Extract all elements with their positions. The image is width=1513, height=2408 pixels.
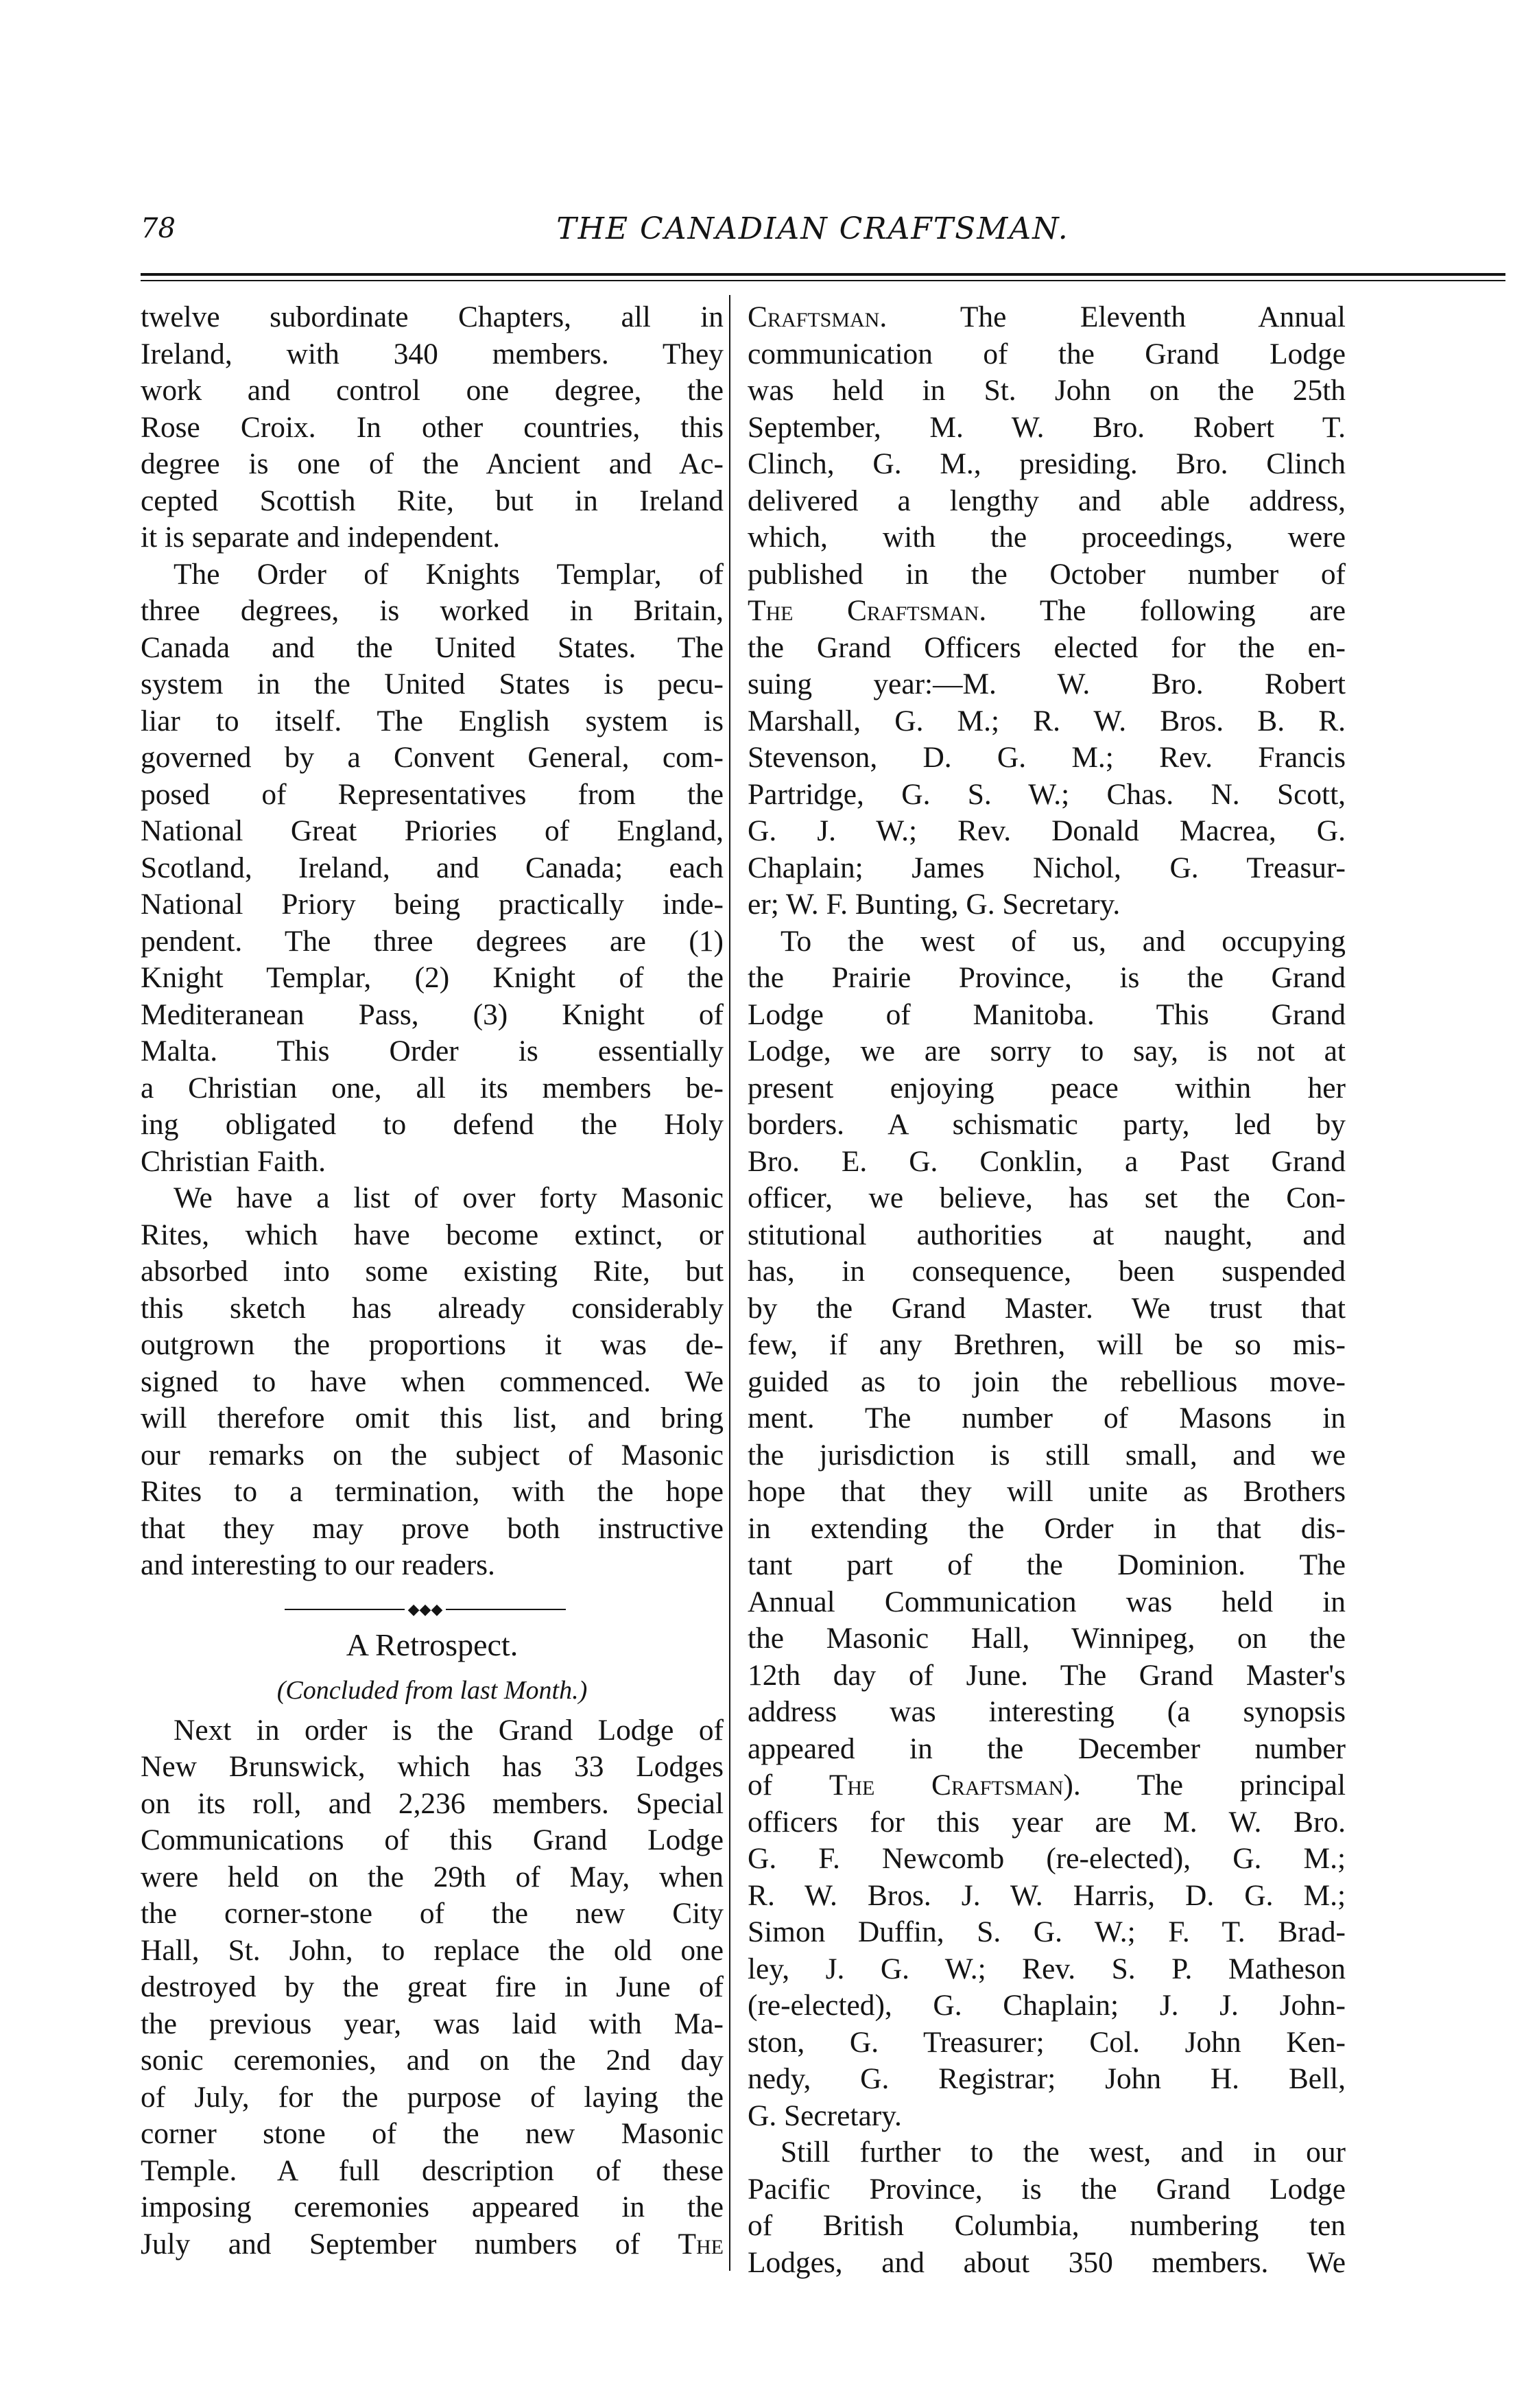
text-line: Lodge of Manitoba. This Grand	[748, 998, 1346, 1031]
text-line: (re-elected), G. Chaplain; J. J. John-	[748, 1989, 1346, 2022]
text-line: the Grand Officers elected for the en-	[748, 630, 1346, 664]
text-line: Chaplain; James Nichol, G. Treasur-	[748, 851, 1346, 884]
divider-ornament: ◆◆◆	[405, 1599, 446, 1620]
text-line: ley, J. G. W.; Rev. S. P. Matheson	[748, 1952, 1346, 1985]
text-line: published in the October number of	[748, 557, 1346, 591]
text-line: work and control one degree, the	[141, 374, 724, 407]
text-line: Annual Communication was held in	[748, 1585, 1346, 1618]
text-line: G. F. Newcomb (re-elected), G. M.;	[748, 1842, 1346, 1875]
paragraph	[141, 1180, 724, 1584]
paragraph	[141, 1712, 724, 2263]
text-line: September, M. W. Bro. Robert T.	[748, 410, 1346, 444]
text-line: liar to itself. The English system is	[141, 704, 724, 737]
text-line: Still further to the west, and in our	[781, 2136, 1346, 2169]
text-line: has, in consequence, been suspended	[748, 1255, 1346, 1288]
text-line: guided as to join the rebellious move-	[748, 1365, 1346, 1398]
text-line: Knight Templar, (2) Knight of the	[141, 961, 724, 994]
text-line: Bro. E. G. Conklin, a Past Grand	[748, 1144, 1346, 1178]
running-title: THE CANADIAN CRAFTSMAN.	[556, 211, 1069, 246]
text-line: nedy, G. Registrar; John H. Bell,	[748, 2062, 1346, 2095]
text-line: of British Columbia, numbering ten	[748, 2209, 1346, 2242]
text-line: absorbed into some existing Rite, but	[141, 1255, 724, 1288]
text-line: Marshall, G. M.; R. W. Bros. B. R.	[748, 704, 1346, 737]
text-line: Simon Duffin, S. G. W.; F. T. Brad-	[748, 1915, 1346, 1948]
text-line: Scotland, Ireland, and Canada; each	[141, 851, 724, 884]
text-line: Next in order is the Grand Lodge of	[174, 1713, 724, 1747]
text-line: borders. A schismatic party, led by	[748, 1108, 1346, 1141]
text-line: New Brunswick, which has 33 Lodges	[141, 1750, 724, 1783]
right-column	[748, 299, 1346, 2281]
text-line: R. W. Bros. J. W. Harris, D. G. M.;	[748, 1878, 1346, 1912]
text-line: address was interesting (a synopsis	[748, 1695, 1346, 1728]
text-line: three degrees, is worked in Britain,	[141, 594, 724, 627]
text-line: ment. The number of Masons in	[748, 1402, 1346, 1435]
text-line: Rose Croix. In other countries, this	[141, 410, 724, 444]
text-line: imposing ceremonies appeared in the	[141, 2191, 724, 2223]
text-line: National Priory being practically inde-	[141, 888, 724, 921]
text-line: by the Grand Master. We trust that	[748, 1291, 1346, 1325]
text-line: hope that they will unite as Brothers	[748, 1475, 1346, 1508]
text-line: the Masonic Hall, Winnipeg, on the	[748, 1622, 1346, 1655]
section-note: (Concluded from last Month.)	[276, 1676, 588, 1705]
page-header	[141, 206, 1505, 268]
text-line: Partridge, G. S. W.; Chas. N. Scott,	[748, 777, 1346, 811]
header-rule	[141, 273, 1505, 281]
text-line: G. Secretary.	[748, 2099, 902, 2132]
text-line: Christian Faith.	[141, 1144, 326, 1178]
text-line: twelve subordinate Chapters, all in	[141, 300, 724, 333]
text-line: were held on the 29th of May, when	[141, 1860, 724, 1893]
text-line: Ireland, with 340 members. They	[141, 337, 724, 370]
text-line: tant part of the Dominion. The	[748, 1548, 1346, 1581]
text-line: National Great Priories of England,	[141, 814, 724, 847]
column-rule	[729, 295, 730, 2271]
text-line: the corner-stone of the new City	[141, 1897, 724, 1930]
text-line: this sketch has already considerably	[141, 1291, 724, 1325]
text-line: suing year:—M. W. Bro. Robert	[748, 668, 1346, 700]
text-line: We have a list of over forty Masonic	[174, 1181, 724, 1214]
text-line: and interesting to our readers.	[141, 1548, 495, 1581]
text-line: on its roll, and 2,236 members. Special	[141, 1786, 724, 1820]
text-line: it is separate and independent.	[141, 521, 501, 554]
text-line: ing obligated to defend the Holy	[141, 1108, 724, 1141]
text-line: the Prairie Province, is the Grand	[748, 961, 1346, 994]
text-line: Temple. A full description of these	[141, 2153, 724, 2187]
paragraph	[748, 923, 1346, 2135]
text-line: Canada and the United States. The	[141, 630, 724, 664]
text-line: 12th day of June. The Grand Master's	[748, 1658, 1346, 1692]
text-line: of July, for the purpose of laying the	[141, 2080, 724, 2114]
text-line: present enjoying peace within her	[748, 1071, 1346, 1105]
text-line: July and September numbers of The	[141, 2227, 724, 2261]
text-line: communication of the Grand Lodge	[748, 337, 1346, 370]
text-line: governed by a Convent General, com-	[141, 741, 724, 774]
text-line: Communications of this Grand Lodge	[141, 1823, 724, 1856]
text-line: that they may prove both instructive	[141, 1511, 724, 1545]
text-line: G. J. W.; Rev. Donald Macrea, G.	[748, 814, 1346, 847]
text-line: the jurisdiction is still small, and we	[748, 1438, 1346, 1472]
text-line: delivered a lengthy and able address,	[748, 484, 1346, 517]
text-line: Hall, St. John, to replace the old one	[141, 1933, 724, 1967]
text-line: Craftsman. The Eleventh Annual	[748, 300, 1346, 333]
text-line: corner stone of the new Masonic	[141, 2117, 724, 2150]
text-line: appeared in the December number	[748, 1732, 1346, 1765]
text-line: pendent. The three degrees are (1)	[141, 924, 724, 958]
text-line: Mediteranean Pass, (3) Knight of	[141, 998, 724, 1031]
text-line: stitutional authorities at naught, and	[748, 1218, 1346, 1251]
text-line: our remarks on the subject of Masonic	[141, 1438, 724, 1472]
text-line: was held in St. John on the 25th	[748, 374, 1346, 407]
text-line: which, with the proceedings, were	[748, 521, 1346, 554]
text-line: Clinch, G. M., presiding. Bro. Clinch	[748, 447, 1346, 480]
paragraph	[141, 556, 724, 1181]
text-line: Lodges, and about 350 members. We	[748, 2245, 1346, 2279]
page-number: 78	[141, 213, 176, 244]
text-line: er; W. F. Bunting, G. Secretary.	[748, 888, 1121, 921]
text-line: To the west of us, and occupying	[781, 924, 1346, 958]
section-heading: A Retrospect.	[346, 1627, 519, 1662]
text-line: officers for this year are M. W. Bro.	[748, 1805, 1346, 1839]
text-line: a Christian one, all its members be-	[141, 1071, 724, 1105]
text-line: system in the United States is pecu-	[141, 668, 724, 700]
text-line: outgrown the proportions it was de-	[141, 1328, 724, 1361]
text-line: The Craftsman. The following are	[748, 594, 1346, 627]
text-line: of The Craftsman). The principal	[748, 1769, 1346, 1802]
text-line: Lodge, we are sorry to say, is not at	[748, 1035, 1346, 1067]
text-line: few, if any Brethren, will be so mis-	[748, 1328, 1346, 1361]
text-line: in extending the Order in that dis-	[748, 1511, 1346, 1545]
text-line: degree is one of the Ancient and Ac-	[141, 447, 724, 480]
text-line: Rites to a termination, with the hope	[141, 1475, 724, 1508]
left-column	[141, 299, 724, 2263]
text-line: ston, G. Treasurer; Col. John Ken-	[748, 2025, 1346, 2059]
text-line: The Order of Knights Templar, of	[174, 557, 724, 591]
section-divider	[141, 1599, 724, 1620]
text-line: will therefore omit this list, and bring	[141, 1402, 724, 1435]
text-line: sonic ceremonies, and on the 2nd day	[141, 2044, 724, 2077]
text-line: posed of Representatives from the	[141, 777, 724, 811]
text-line: officer, we believe, has set the Con-	[748, 1181, 1346, 1214]
text-line: Pacific Province, is the Grand Lodge	[748, 2172, 1346, 2206]
text-line: Malta. This Order is essentially	[141, 1035, 724, 1067]
text-line: signed to have when commenced. We	[141, 1365, 724, 1398]
text-line: cepted Scottish Rite, but in Ireland	[141, 484, 724, 517]
text-line: destroyed by the great fire in June of	[141, 1970, 724, 2003]
paragraph	[748, 2134, 1346, 2281]
text-line: the previous year, was laid with Ma-	[141, 2007, 724, 2040]
text-line: Stevenson, D. G. M.; Rev. Francis	[748, 741, 1346, 774]
paragraph	[141, 299, 724, 556]
paragraph	[748, 299, 1346, 923]
text-line: Rites, which have become extinct, or	[141, 1218, 724, 1251]
